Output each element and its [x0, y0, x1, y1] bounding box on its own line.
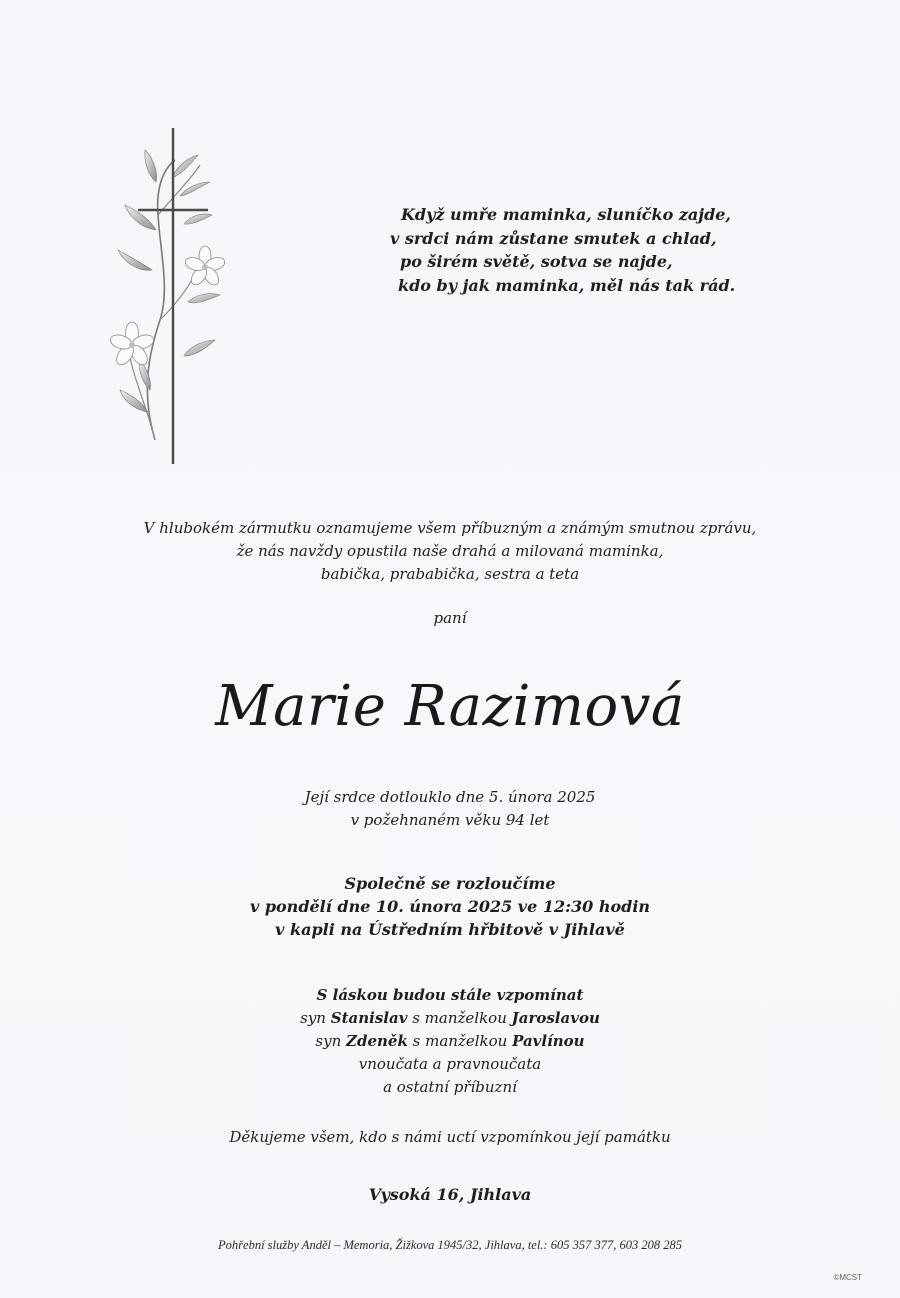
announcement-line: že nás navždy opustila naše drahá a milovaná maminka, [236, 542, 664, 560]
poem-line: po širém světě, sotva se najde, [400, 252, 673, 271]
mourner-son-2: syn Zdeněk s manželkou Pavlínou [315, 1032, 585, 1050]
announcement-line: V hlubokém zármutku oznamujeme všem příbuzným a známým smutnou zprávu, [143, 519, 757, 537]
age-line: v požehnaném věku 94 let [350, 811, 550, 829]
thanks-line: Děkujeme všem, kdo s námi uctí vzpomínkou její památku [229, 1128, 671, 1146]
poem-line: Když umře maminka, sluníčko zajde, [401, 205, 731, 224]
mourner-son-1: syn Stanislav s manželkou Jaroslavou [300, 1009, 600, 1027]
funeral-line: Společně se rozloučíme [344, 874, 556, 893]
announcement-line: babička, prababička, sestra a teta [320, 565, 580, 583]
funeral-date-line: v pondělí dne 10. února 2025 ve 12:30 hodin [249, 897, 651, 916]
title-word: paní [433, 609, 467, 627]
death-info [0, 786, 900, 832]
address: Vysoká 16, Jihlava [368, 1185, 532, 1204]
mourners-heading: S láskou budou stále vzpomínat [316, 986, 584, 1004]
announcement-text [0, 517, 900, 586]
funeral-info [0, 872, 900, 941]
funeral-service-footer: Pohřební služby Anděl – Memoria, Žižkova 1945/32, Jihlava, tel.: 605 357 377, 603 208 285 [218, 1238, 682, 1252]
funeral-place-line: v kapli na Ústředním hřbitově v Jihlavě [275, 920, 625, 939]
poem-line: v srdci nám zůstane smutek a chlad, [390, 228, 717, 248]
death-line: Její srdce dotlouklo dne 5. února 2025 [304, 788, 596, 806]
poem [360, 203, 760, 297]
copyright-mark: ©MCST [833, 1273, 862, 1282]
deceased-name: Marie Razimová [215, 674, 685, 739]
cross-flower-ornament [100, 120, 240, 470]
mourners-list [0, 984, 900, 1099]
mourner-relatives: a ostatní příbuzní [383, 1078, 517, 1096]
mourner-grandchildren: vnoučata a pravnoučata [358, 1055, 542, 1073]
poem-line: kdo by jak maminka, měl nás tak rád. [398, 275, 736, 295]
